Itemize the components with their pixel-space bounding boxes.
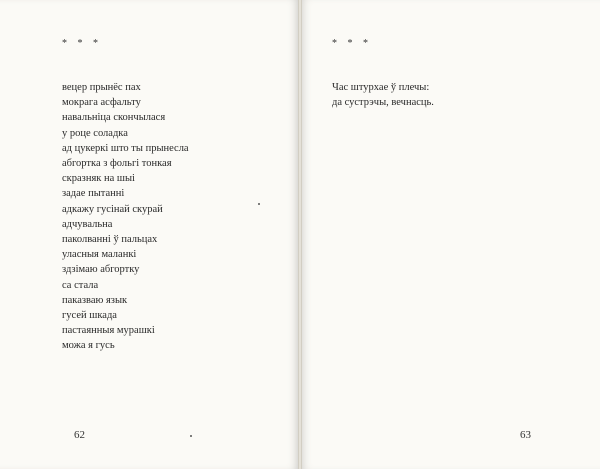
poem-line: паколванні ў пальцах bbox=[62, 234, 158, 246]
poem-line: да сустрэчы, вечнасць. bbox=[332, 97, 434, 109]
poem-line: паказваю язык bbox=[62, 294, 128, 306]
poem-line: у роце соладка bbox=[62, 127, 128, 139]
poem-line: адчувальна bbox=[62, 218, 113, 230]
poem-line: ад цукеркі што ты прынесла bbox=[62, 142, 189, 154]
poem-line: скразняк на шыі bbox=[62, 173, 135, 185]
poem-line: гусей шкада bbox=[62, 310, 117, 322]
paper-speck bbox=[258, 203, 260, 205]
poem-right bbox=[332, 80, 434, 110]
poem-line: Час штурхае ў плечы: bbox=[332, 82, 430, 93]
page-number: 63 bbox=[520, 429, 531, 441]
page-number: 62 bbox=[74, 429, 85, 441]
poem-line: пастаянныя мурашкі bbox=[62, 325, 155, 337]
section-mark: * * * bbox=[332, 38, 372, 49]
poem-left bbox=[62, 80, 189, 354]
paper-speck bbox=[190, 435, 192, 437]
poem-line: вецер прынёс пах bbox=[62, 82, 141, 93]
poem-line: адкажу гусінай скурай bbox=[62, 203, 163, 215]
poem-line: абгортка з фольгі тонкая bbox=[62, 158, 172, 170]
poem-line: задае пытанні bbox=[62, 188, 125, 200]
poem-line: мокрага асфальту bbox=[62, 97, 141, 109]
poem-line: можа я гусь bbox=[62, 340, 115, 352]
right-page bbox=[300, 0, 600, 469]
poem-line: навальніца скончылася bbox=[62, 112, 166, 124]
poem-line: са стала bbox=[62, 279, 99, 291]
book-gutter bbox=[298, 0, 302, 469]
poem-line: здзімаю абгортку bbox=[62, 264, 140, 276]
section-mark: * * * bbox=[62, 38, 102, 49]
poem-line: уласныя маланкі bbox=[62, 249, 137, 261]
